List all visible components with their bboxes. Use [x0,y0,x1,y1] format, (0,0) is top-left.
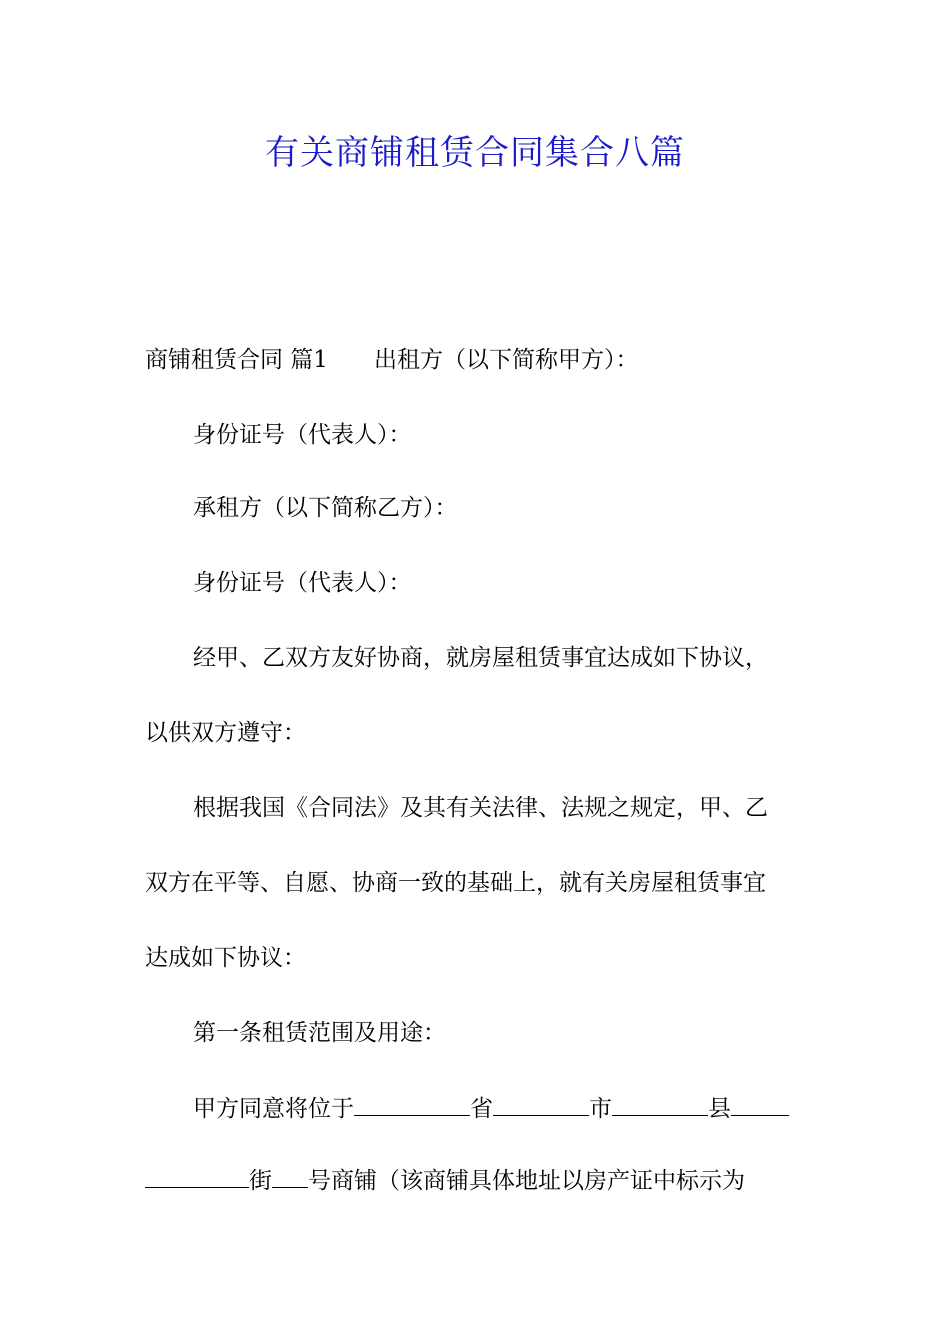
paragraph-line: 双方在平等、自愿、协商一致的基础上，就有关房屋租赁事宜 [145,870,766,896]
lessor-label: 出租方（以下简称甲方）： [373,347,639,373]
address-line-1 [193,1091,810,1126]
address-text: 街 [249,1168,272,1194]
fill-in-blank [493,1091,589,1116]
paragraph-line: 承租方（以下简称乙方）： [193,495,458,521]
fill-in-blank [612,1091,708,1116]
paragraph-line: 身份证号（代表人）： [193,422,412,448]
paragraph-line: 根据我国《合同法》及其有关法律、法规之规定，甲、乙 [193,795,768,821]
paragraph-line: 经甲、乙双方友好协商，就房屋租赁事宜达成如下协议， [193,645,768,671]
article-heading: 第一条租赁范围及用途： [193,1020,446,1046]
paragraph-line: 达成如下协议： [145,945,306,971]
contract-heading-line [145,343,810,377]
fill-in-blank [354,1091,470,1116]
address-text: 市 [589,1096,612,1122]
contract-section-label: 商铺租赁合同 篇1 [145,347,328,373]
address-text: 甲方同意将位于 [193,1096,354,1122]
paragraph-line: 以供双方遵守： [145,720,306,746]
address-text: 县 [708,1096,731,1122]
paragraph-line: 身份证号（代表人）： [193,570,412,596]
address-text: 省 [470,1096,493,1122]
address-line-2 [145,1163,810,1198]
fill-in-blank [272,1163,308,1188]
document-title: 有关商铺租赁合同集合八篇 [265,133,685,173]
fill-in-blank [145,1163,249,1188]
address-text: 号商铺（该商铺具体地址以房产证中标示为 [308,1168,745,1194]
fill-in-blank [731,1091,789,1116]
